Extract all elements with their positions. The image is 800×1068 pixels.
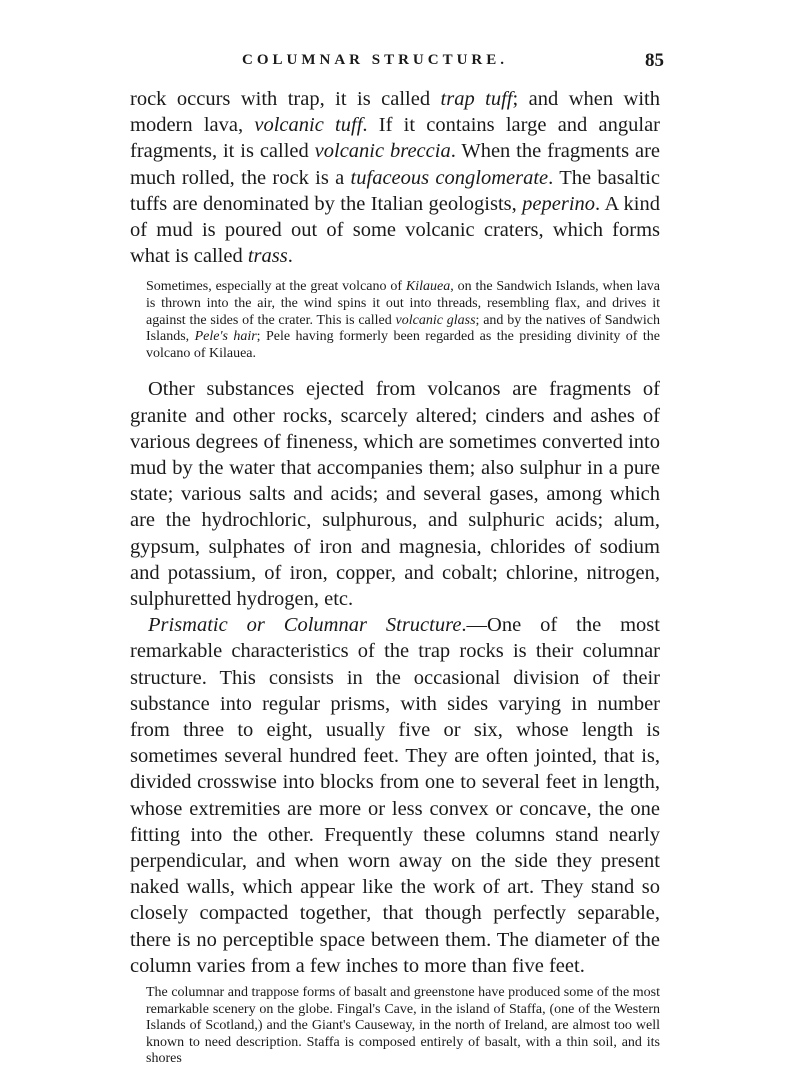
section-heading-columnar-structure: Prismatic or Columnar Structure: [148, 614, 462, 637]
p1-term-peperino: peperino: [522, 192, 596, 215]
p1-text-6: . A kind of mud is poured out of some volcanic craters, which forms what is called: [130, 192, 660, 268]
paragraph-columnar-structure: [130, 612, 660, 979]
paragraph-ejected-substances: Other substances ejected from volcanos are fragments of granite and other rocks, scarcely altered; cinders and ashes of various degrees of fineness, which are sometimes converted into mud by the water that accompanies them; also sulphur in a pure state; various salts and acids; and several gases, among which are the hydrochloric, sulphurous, and sulphuric acids; alum, gypsum, sulphates of iron and magnesia, chlorides of sodium and potassium, of iron, copper, and cobalt; chlorine, nitrogen, sulphuretted hydrogen, etc.: [130, 378, 660, 611]
note1-text-2: , on the Sandwich Islands, when lava is thrown into the air, the wind spins it out into threads, resembling flax, and drives it against the sides of the crater. This is called: [146, 279, 660, 328]
paragraph-trap-tuff: [130, 86, 660, 269]
p1-term-volcanic-breccia: volcanic breccia: [314, 140, 451, 163]
footnote-volcanic-glass: [130, 279, 660, 362]
note1-term-volcanic-glass: volcanic glass: [395, 312, 476, 328]
note1-text-1: Sometimes, especially at the great volcano of: [146, 279, 406, 295]
p1-text-4: . When the fragments are much rolled, the rock is a: [130, 140, 660, 189]
p1-term-tufaceous-conglomerate: tufaceous conglomerate: [350, 166, 549, 189]
note1-text-4: ; Pele having formerly been regarded as the presiding divinity of the volcano of Kilauea.: [146, 329, 660, 361]
note1-text-3: ; and by the natives of Sandwich Islands,: [146, 312, 660, 345]
p1-text-3: . If it contains large and angular fragments, it is called: [130, 114, 661, 163]
page-number: 85: [645, 50, 664, 71]
running-head: [120, 48, 670, 76]
footnote-basalt-scenery: The columnar and trappose forms of basalt and greenstone have produced some of the most remarkable scenery on the globe. Fingal's Cave, in the island of Staffa, (one of the Western Islands of Scotland,) and the Giant's Causeway, in the north of Ireland, are almost too well known to need description. Staffa is composed entirely of basalt, with a thin soil, and its shores: [146, 985, 660, 1067]
p1-text-5: . The basaltic tuffs are denominated by the Italian geologists,: [130, 166, 660, 215]
note1-term-peles-hair: Pele's hair: [194, 329, 257, 345]
p1-text-7: .: [287, 245, 293, 268]
running-title: COLUMNAR STRUCTURE.: [242, 52, 509, 68]
p1-term-trap-tuff: trap tuff: [440, 88, 513, 110]
p3-text-1: .—One of the most remarkable characteristics of the trap rocks is their columnar structure. This consists in the occasional division of their substance into regular prisms, with sides varying in number from three to eight, usually five or six, whose length is sometimes several hundred feet. They are often jointed, that is, divided crosswise into blocks from one to several feet in length, whose extremities are more or less convex or concave, the one fitting into the other. Frequently these columns stand nearly perpendicular, and when worn away on the side they present naked walls, which appear like the work of art. They stand so closely compacted together, that though perfectly separable, there is no perceptible space between them. The diameter of the column varies from a few inches to more than five feet.: [130, 614, 660, 977]
p1-text-2: ; and when with modern lava,: [130, 88, 660, 137]
p1-text-1: rock occurs with trap, it is called: [130, 88, 441, 110]
page-body: [130, 86, 660, 1068]
p1-term-trass: trass: [247, 245, 288, 268]
note1-term-kilauea: Kilauea: [405, 279, 451, 295]
p1-term-volcanic-tuff: volcanic tuff: [254, 114, 363, 137]
